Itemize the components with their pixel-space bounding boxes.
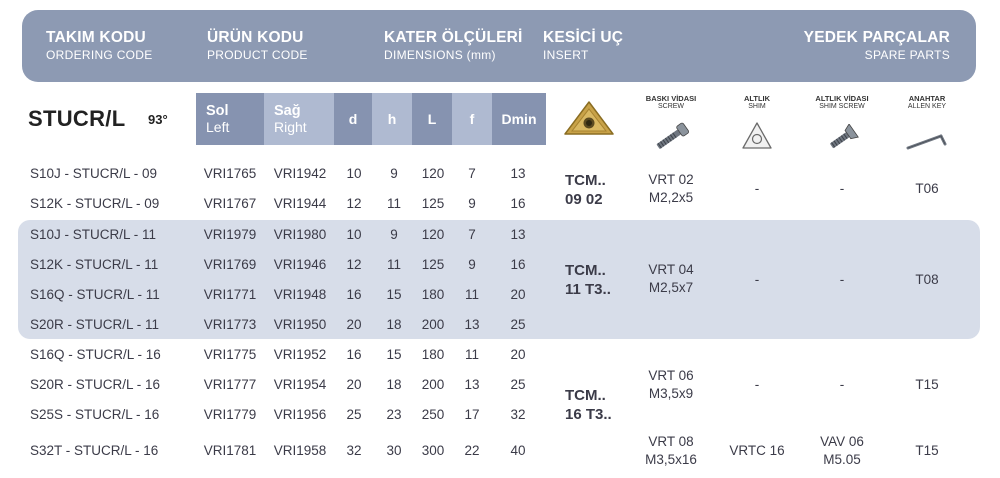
dim-h: 9 [390, 166, 398, 181]
col-right-header: Sağ Right [264, 93, 334, 145]
insert-code: TCM.. [565, 262, 606, 279]
ordering-code: S10J - STUCR/L - 11 [30, 227, 157, 242]
col-h-header: h [372, 93, 412, 145]
dim-h: 9 [390, 227, 398, 242]
screw-size: M3,5x9 [648, 386, 694, 401]
dim-h: 23 [386, 407, 402, 422]
dim-L: 125 [421, 257, 445, 272]
shim-value: VRTC 16 [729, 443, 785, 458]
header-insert: KESİCİ UÇ INSERT [543, 29, 624, 62]
model-name: STUCR/L [28, 106, 126, 131]
product-left: VRI1773 [203, 317, 257, 332]
screw-icon [652, 122, 692, 152]
dim-L: 200 [421, 317, 445, 332]
screw-size: M3,5x16 [645, 452, 697, 467]
dim-h: 15 [386, 287, 402, 302]
group-band-11 [18, 220, 980, 339]
ordering-code: S16Q - STUCR/L - 11 [30, 287, 160, 302]
dim-d: 16 [346, 347, 362, 362]
dim-d: 10 [346, 166, 362, 181]
dim-f: 11 [464, 287, 480, 302]
dim-L: 120 [421, 227, 445, 242]
shim-screw-icon [826, 124, 860, 152]
product-right: VRI1942 [273, 166, 327, 181]
product-right: VRI1980 [273, 227, 327, 242]
header-dimensions: KATER ÖLÇÜLERİ DIMENSIONS (mm) [384, 29, 523, 62]
shim-value: - [754, 181, 760, 196]
screw-code: VRT 02 [648, 172, 694, 187]
dim-f: 9 [468, 196, 476, 211]
dim-f: 13 [464, 377, 480, 392]
col-f-header: f [452, 93, 492, 145]
dim-h: 18 [386, 377, 402, 392]
dim-d: 12 [346, 196, 362, 211]
insert-icon [563, 100, 615, 138]
ordering-code: S25S - STUCR/L - 16 [30, 407, 160, 422]
shim-icon [740, 120, 774, 152]
dim-L: 125 [421, 196, 445, 211]
product-left: VRI1767 [203, 196, 257, 211]
dim-L: 180 [421, 287, 445, 302]
ordering-code: S20R - STUCR/L - 11 [30, 317, 160, 332]
dim-h: 11 [386, 196, 402, 211]
product-left: VRI1979 [203, 227, 257, 242]
product-left: VRI1775 [203, 347, 257, 362]
product-right: VRI1946 [273, 257, 327, 272]
ordering-code: S10J - STUCR/L - 09 [30, 166, 158, 181]
dim-f: 11 [464, 347, 480, 362]
dim-f: 22 [464, 443, 480, 458]
dim-dmin: 25 [510, 377, 526, 392]
allen-key-value: T06 [915, 181, 939, 196]
screw-code: VRT 08 [648, 434, 694, 449]
screw-code: VRT 06 [648, 368, 694, 383]
dim-d: 16 [346, 287, 362, 302]
product-left: VRI1781 [203, 443, 257, 458]
dim-d: 20 [346, 317, 362, 332]
dim-f: 17 [464, 407, 480, 422]
shim-value: - [754, 272, 760, 287]
product-left: VRI1771 [203, 287, 257, 302]
screw-size: M2,2x5 [648, 190, 694, 205]
allen-key-value: T08 [915, 272, 939, 287]
shim-value: - [754, 377, 760, 392]
dim-L: 200 [421, 377, 445, 392]
dim-dmin: 25 [510, 317, 526, 332]
header-spare-parts: YEDEK PARÇALAR SPARE PARTS [803, 29, 950, 62]
product-left: VRI1769 [203, 257, 257, 272]
product-right: VRI1958 [273, 443, 327, 458]
product-left: VRI1777 [203, 377, 257, 392]
dim-dmin: 16 [510, 257, 526, 272]
shim-screw-value: - [839, 181, 845, 196]
dim-L: 250 [421, 407, 445, 422]
dim-L: 120 [421, 166, 445, 181]
product-left: VRI1779 [203, 407, 257, 422]
dim-f: 13 [464, 317, 480, 332]
ordering-code: S20R - STUCR/L - 16 [30, 377, 161, 392]
model-angle: 93° [148, 112, 168, 127]
product-right: VRI1954 [273, 377, 327, 392]
dim-L: 300 [421, 443, 445, 458]
product-right: VRI1950 [273, 317, 327, 332]
col-dmin-header: Dmin [492, 93, 546, 145]
dim-d: 25 [346, 407, 362, 422]
shim-screw-size: M5.05 [823, 452, 861, 467]
insert-size: 09 02 [565, 191, 603, 208]
shim-screw-code: VAV 06 [820, 434, 864, 449]
product-left: VRI1765 [203, 166, 257, 181]
dim-f: 7 [468, 166, 476, 181]
insert-size: 16 T3.. [565, 406, 612, 423]
ordering-code: S12K - STUCR/L - 09 [30, 196, 160, 211]
spare-shim-screw-header: ALTLIK VİDASI SHIM SCREW [815, 94, 869, 110]
screw-code: VRT 04 [648, 262, 694, 277]
header-product-code: ÜRÜN KODU PRODUCT CODE [207, 29, 308, 62]
dim-dmin: 20 [510, 347, 526, 362]
product-right: VRI1948 [273, 287, 327, 302]
col-left-header: Sol Left [196, 93, 264, 145]
product-right: VRI1952 [273, 347, 327, 362]
dim-h: 11 [386, 257, 402, 272]
dim-L: 180 [421, 347, 445, 362]
dim-dmin: 13 [510, 227, 526, 242]
spare-key-header: ANAHTAR ALLEN KEY [907, 94, 947, 110]
header-bar [22, 10, 976, 82]
spare-screw-header: BASKI VİDASI SCREW [645, 94, 697, 110]
ordering-code: S12K - STUCR/L - 11 [30, 257, 159, 272]
screw-size: M2,5x7 [648, 280, 694, 295]
insert-code: TCM.. [565, 172, 606, 189]
dim-f: 7 [468, 227, 476, 242]
dim-dmin: 13 [510, 166, 526, 181]
shim-screw-value: - [839, 272, 845, 287]
col-d-header: d [334, 93, 372, 145]
allen-key-value: T15 [915, 443, 939, 458]
allen-key-icon [905, 126, 949, 154]
product-right: VRI1956 [273, 407, 327, 422]
dim-dmin: 20 [510, 287, 526, 302]
insert-code: TCM.. [565, 387, 606, 404]
dim-f: 9 [468, 257, 476, 272]
col-L-header: L [412, 93, 452, 145]
header-ordering-code: TAKIM KODU ORDERING CODE [46, 29, 153, 62]
ordering-code: S16Q - STUCR/L - 16 [30, 347, 161, 362]
dim-dmin: 32 [510, 407, 526, 422]
allen-key-value: T15 [915, 377, 939, 392]
shim-screw-value: - [839, 377, 845, 392]
dim-dmin: 40 [510, 443, 526, 458]
dim-d: 32 [346, 443, 362, 458]
dim-h: 30 [386, 443, 402, 458]
dim-h: 18 [386, 317, 402, 332]
dim-dmin: 16 [510, 196, 526, 211]
ordering-code: S32T - STUCR/L - 16 [30, 443, 159, 458]
dim-d: 10 [346, 227, 362, 242]
dim-d: 12 [346, 257, 362, 272]
product-right: VRI1944 [273, 196, 327, 211]
spare-shim-header: ALTLIK SHIM [743, 94, 771, 110]
insert-size: 11 T3.. [565, 281, 611, 298]
dim-h: 15 [386, 347, 402, 362]
dim-d: 20 [346, 377, 362, 392]
